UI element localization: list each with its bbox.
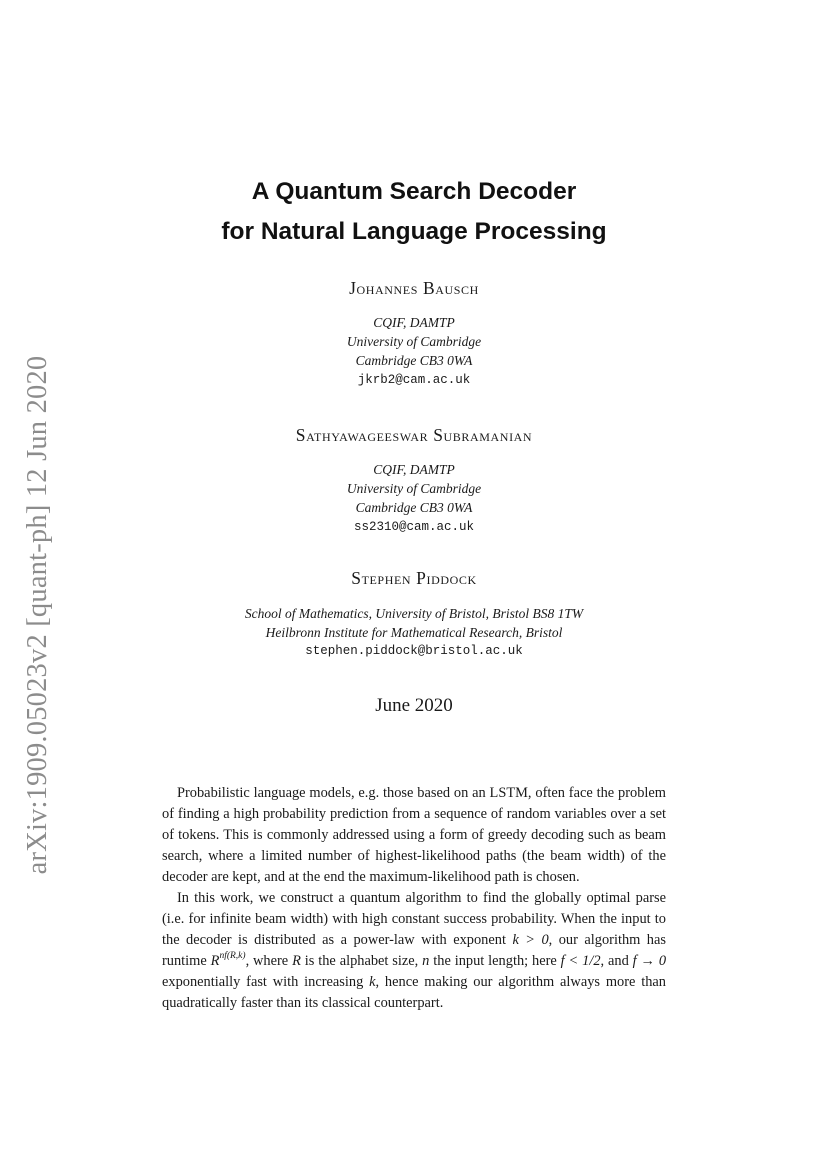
math-expression: k > 0	[512, 932, 549, 948]
math-expression: f < 1/2	[560, 953, 601, 969]
author-name-3: Stephen Piddock	[351, 568, 477, 588]
author-name-1: Johannes Bausch	[349, 278, 479, 298]
author-2-affiliation-line-2: University of Cambridge	[346, 481, 482, 496]
abstract-text: , and	[600, 953, 633, 969]
paper-title-line-1: A Quantum Search Decoder	[251, 178, 577, 205]
arxiv-identifier-stamp: arXiv:1909.05023v2 [quant-ph] 12 Jun 2020	[22, 355, 53, 875]
math-expression: R	[210, 953, 220, 969]
abstract-text: In this work, we construct a quantum algorithm to find the globally optimal parse (i.e. for infinite beam width) with high constant success probability. When the input to the decoder is distributed as a power-law with exponent	[162, 890, 666, 948]
abstract-text: exponentially fast with increasing	[162, 974, 370, 990]
math-expression: f → 0	[632, 953, 667, 969]
math-expression: k	[369, 974, 376, 990]
abstract	[162, 783, 666, 1014]
author-1-email[interactable]: jkrb2@cam.ac.uk	[357, 373, 471, 387]
abstract-paragraph-1: Probabilistic language models, e.g. those based on an LSTM, often face the problem of finding a high probability prediction from a sequence of random variables over a set of tokens. This is commonly addressed using a form of greedy decoding such as beam search, where a limited number of highest-likelihood paths (the beam width) of the decoder are kept, and at the end the maximum-likelihood path is chosen.	[162, 785, 666, 885]
author-1-affiliation-line-2: University of Cambridge	[346, 334, 482, 349]
math-superscript: nf(R,k)	[219, 951, 246, 962]
publication-date: June 2020	[375, 695, 453, 716]
author-name-2: Sathyawageeswar Subramanian	[295, 425, 533, 445]
paper-title-line-2: for Natural Language Processing	[221, 218, 607, 245]
author-3-email[interactable]: stephen.piddock@bristol.ac.uk	[305, 644, 523, 658]
author-2-affiliation-line-1: CQIF, DAMTP	[373, 462, 455, 477]
abstract-text: is the alphabet size,	[300, 953, 423, 969]
author-1-affiliation-line-1: CQIF, DAMTP	[373, 315, 455, 330]
abstract-text: the input length; here	[429, 953, 561, 969]
math-expression: n	[422, 953, 430, 969]
author-2-affiliation-line-3: Cambridge CB3 0WA	[355, 500, 473, 515]
abstract-text: , our algorithm has runtime	[162, 932, 666, 969]
author-3-affiliation-line-1: School of Mathematics, University of Bristol, Bristol BS8 1TW	[244, 606, 584, 621]
abstract-text: , where	[245, 953, 293, 969]
math-expression: R	[292, 953, 301, 969]
author-3-affiliation-line-2: Heilbronn Institute for Mathematical Research, Bristol	[265, 625, 563, 640]
author-1-affiliation-line-3: Cambridge CB3 0WA	[355, 353, 473, 368]
abstract-text: , hence making our algorithm always more than quadratically faster than its classical counterpart.	[162, 974, 666, 1011]
abstract-paragraph-2	[162, 888, 666, 1014]
author-2-email[interactable]: ss2310@cam.ac.uk	[353, 520, 475, 534]
